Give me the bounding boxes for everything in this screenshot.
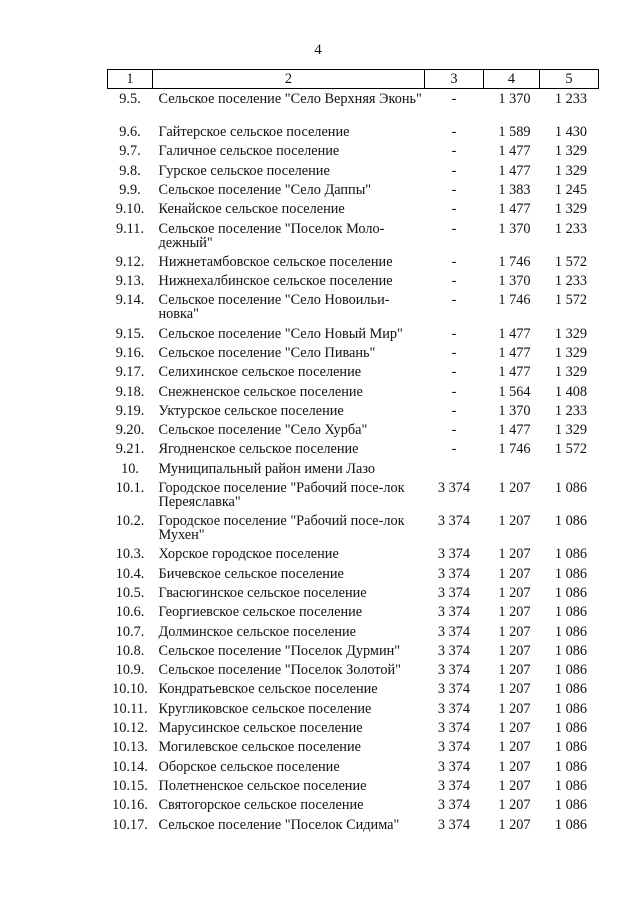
value-col-5: 1 086 [554,513,588,530]
header-col-5: 5 [540,70,599,89]
row-number: 9.18. [115,383,145,400]
row-number: 10.6. [115,604,145,621]
value-col-3: - [451,143,457,160]
header-col-4: 4 [484,70,540,89]
value-col-4: 1 370 [498,91,531,107]
value-col-4: 1 207 [498,797,531,814]
value-col-3: 3 374 [437,662,471,679]
table-row [108,420,599,439]
value-col-4: 1 207 [498,480,531,497]
table-row [108,815,599,834]
settlement-name: Долминское сельское поселение [158,623,356,640]
row-number: 10.12. [112,720,148,737]
row-number: 9.7. [119,143,141,160]
value-col-4: 1 370 [498,402,531,419]
row-number: 9.5. [119,91,141,107]
row-number: 10.5. [115,584,145,601]
value-col-3: - [451,383,457,400]
table-row [108,622,599,641]
value-col-3: - [451,201,457,218]
value-col-4: 1 564 [498,383,531,400]
row-number: 9.17. [115,364,145,381]
settlement-name: Оборское сельское поселение [158,758,340,775]
value-col-3: - [451,182,457,199]
settlement-name: Хорское городское поселение [158,546,339,563]
value-col-5: 1 233 [554,91,588,107]
row-number: 10.15. [112,777,148,794]
value-col-3: - [451,344,457,361]
value-col-5: 1 572 [554,253,588,270]
value-col-3: 3 374 [437,739,471,756]
row-number: 9.20. [115,422,145,439]
table-row [108,382,599,401]
value-col-3: - [451,364,457,381]
value-col-3: 3 374 [437,700,471,717]
value-col-5: 1 086 [554,662,588,679]
value-col-5: 1 329 [554,422,588,439]
value-col-5: 1 329 [554,325,588,342]
value-col-3: 3 374 [437,816,471,833]
value-col-5: 1 086 [554,604,588,621]
table-row [108,439,599,458]
table-row [108,290,599,323]
value-col-3: 3 374 [437,513,471,530]
row-number: 10. [121,460,139,477]
table-row [108,511,599,544]
header-col-1: 1 [108,70,153,89]
value-col-5: 1 245 [554,182,588,199]
row-number: 9.13. [115,273,145,290]
settlement-name: Снежненское сельское поселение [158,383,363,400]
settlement-name: Марусинское сельское поселение [158,720,363,737]
row-number: 9.11. [115,220,145,237]
value-col-4: 1 370 [498,273,531,290]
table-row [108,324,599,343]
settlement-name: Ягодненское сельское поселение [158,441,359,458]
settlement-name: Кондратьевское сельское поселение [158,681,378,698]
row-number: 9.19. [115,402,145,419]
row-number: 10.3. [115,546,145,563]
settlement-name: Гайтерское сельское поселение [158,124,350,141]
value-col-3: - [451,273,457,290]
settlement-name: Селихинское сельское поселение [158,364,362,381]
value-col-5: 1 086 [554,758,588,775]
table-row [108,343,599,362]
value-col-5: 1 086 [554,681,588,698]
value-col-4: 1 477 [498,162,531,179]
row-number: 9.21. [115,441,145,458]
row-number: 9.14. [115,292,145,309]
value-col-4: 1 207 [498,565,531,582]
page-number: 4 [314,42,322,58]
table-row [108,660,599,679]
value-col-4: 1 746 [498,253,531,270]
value-col-4: 1 477 [498,143,531,160]
row-number: 9.16. [115,344,145,361]
value-col-3: 3 374 [437,480,471,497]
table-body [108,89,599,834]
table-row [108,564,599,583]
row-number: 10.2. [115,513,145,530]
table-row [108,161,599,180]
value-col-4: 1 207 [498,720,531,737]
row-number: 9.15. [115,325,145,342]
value-col-4 [484,459,540,478]
settlements-table [107,69,599,834]
row-number: 10.11. [112,700,148,717]
row-number: 10.1. [115,480,145,497]
value-col-5 [540,459,599,478]
settlement-name: Сельское поселение "Село Новый Мир" [158,325,403,342]
settlement-name: Сельское поселение "Поселок Золотой" [158,662,401,679]
value-col-5: 1 086 [554,623,588,640]
row-number: 10.17. [112,816,148,833]
value-col-4: 1 370 [498,220,531,237]
settlement-name: Уктурское сельское поселение [158,402,344,419]
settlement-name: Городское поселение "Рабочий посе-лок Мухен" [158,513,405,544]
value-col-3: - [451,402,457,419]
value-col-5: 1 086 [554,480,588,497]
row-number: 10.16. [112,797,148,814]
value-col-4: 1 207 [498,700,531,717]
value-col-3: 3 374 [437,642,471,659]
header-col-3: 3 [425,70,484,89]
value-col-3: 3 374 [437,604,471,621]
table-row [108,776,599,795]
settlement-name: Сельское поселение "Поселок Сидима" [158,816,400,833]
value-col-5: 1 086 [554,584,588,601]
row-number: 9.10. [115,201,145,218]
value-col-3: - [451,422,457,439]
value-col-5: 1 430 [554,124,588,141]
row-number: 9.12. [115,253,145,270]
value-col-4: 1 207 [498,777,531,794]
value-col-4: 1 207 [498,584,531,601]
value-col-3: 3 374 [437,681,471,698]
value-col-5: 1 329 [554,201,588,218]
value-col-4: 1 746 [498,441,531,458]
table-row [108,122,599,141]
value-col-5: 1 086 [554,797,588,814]
value-col-3: - [451,325,457,342]
value-col-3: 3 374 [437,797,471,814]
table-row [108,679,599,698]
value-col-5: 1 572 [554,292,588,309]
table-row [108,544,599,563]
value-col-4: 1 383 [498,182,531,199]
value-col-4: 1 207 [498,758,531,775]
value-col-4: 1 207 [498,816,531,833]
table-row [108,252,599,271]
settlement-name: Бичевское сельское поселение [158,565,344,582]
table-row [108,478,599,511]
table-header-row [108,70,599,89]
value-col-3: - [451,124,457,141]
table-row [108,271,599,290]
table-row [108,219,599,252]
settlement-name: Сельское поселение "Село Новоильи-новка" [158,292,390,323]
table-row [108,641,599,660]
settlement-name: Сельское поселение "Село Пивань" [158,344,376,361]
table-row [108,583,599,602]
value-col-5: 1 329 [554,364,588,381]
value-col-4: 1 207 [498,642,531,659]
value-col-5: 1 572 [554,441,588,458]
table-row [108,199,599,218]
value-col-3: 3 374 [437,565,471,582]
row-number: 9.9. [119,182,141,199]
settlement-name: Сельское поселение "Поселок Моло-дежный" [158,220,385,251]
value-col-5: 1 233 [554,402,588,419]
value-col-5: 1 329 [554,162,588,179]
value-col-5: 1 086 [554,700,588,717]
table-row [108,602,599,621]
table-row [108,795,599,814]
row-number: 9.8. [119,162,141,179]
header-col-2: 2 [153,70,425,89]
settlement-name: Сельское поселение "Село Верхняя Эконь" [158,91,422,107]
value-col-4: 1 207 [498,623,531,640]
settlement-name: Святогорское сельское поселение [158,797,364,814]
table-row [108,401,599,420]
value-col-5: 1 233 [554,273,588,290]
value-col-3: - [451,253,457,270]
value-col-4: 1 207 [498,662,531,679]
settlement-name: Кругликовское сельское поселение [158,700,372,717]
table-row [108,362,599,381]
table-row [108,459,599,478]
row-number: 10.13. [112,739,148,756]
value-col-4: 1 746 [498,292,531,309]
table-row [108,141,599,160]
value-col-5: 1 233 [554,220,588,237]
row-number: 10.8. [115,642,145,659]
settlement-name: Нижнетамбовское сельское поселение [158,253,393,270]
table-row [108,737,599,756]
value-col-4: 1 207 [498,513,531,530]
settlement-name: Сельское поселение "Село Хурба" [158,422,368,439]
value-col-3: - [451,162,457,179]
settlement-name: Городское поселение "Рабочий посе-лок Переяславка" [158,480,405,511]
settlement-name: Гурское сельское поселение [158,162,330,179]
value-col-4: 1 477 [498,364,531,381]
value-col-5: 1 086 [554,777,588,794]
settlement-name: Сельское поселение "Село Даппы" [158,182,372,199]
row-number: 10.4. [115,565,145,582]
value-col-3: - [451,292,457,309]
value-col-4: 1 207 [498,739,531,756]
settlement-name: Георгиевское сельское поселение [158,604,363,621]
value-col-4: 1 207 [498,681,531,698]
settlement-name: Полетненское сельское поселение [158,777,367,794]
row-number: 10.7. [115,623,145,640]
value-col-4: 1 477 [498,422,531,439]
row-number: 10.9. [115,662,145,679]
settlement-name: Галичное сельское поселение [158,143,340,160]
value-col-5: 1 329 [554,344,588,361]
value-col-4: 1 207 [498,604,531,621]
value-col-5: 1 086 [554,720,588,737]
value-col-4: 1 589 [498,124,531,141]
value-col-5: 1 408 [554,383,588,400]
table-row [108,718,599,737]
row-number: 10.14. [112,758,148,775]
table-row [108,757,599,776]
value-col-3: 3 374 [437,546,471,563]
row-number: 9.6. [119,124,141,141]
value-col-5: 1 086 [554,739,588,756]
value-col-3: 3 374 [437,777,471,794]
value-col-4: 1 477 [498,344,531,361]
value-col-5: 1 086 [554,565,588,582]
settlement-name: Могилевское сельское поселение [158,739,361,756]
table-row [108,180,599,199]
value-col-4: 1 477 [498,201,531,218]
value-col-4: 1 207 [498,546,531,563]
value-col-4: 1 477 [498,325,531,342]
value-col-3: 3 374 [437,584,471,601]
value-col-3 [425,459,484,478]
value-col-5: 1 086 [554,546,588,563]
value-col-3: - [451,91,457,107]
settlement-name: Муниципальный район имени Лазо [158,460,376,477]
value-col-3: 3 374 [437,623,471,640]
settlement-name: Нижнехалбинское сельское поселение [158,273,393,290]
value-col-3: - [451,220,457,237]
value-col-5: 1 086 [554,642,588,659]
value-col-3: - [451,441,457,458]
value-col-3: 3 374 [437,720,471,737]
table-row [108,89,599,123]
settlement-name: Сельское поселение "Поселок Дурмин" [158,642,401,659]
value-col-3: 3 374 [437,758,471,775]
settlement-name: Кенайское сельское поселение [158,201,345,218]
value-col-5: 1 086 [554,816,588,833]
settlement-name: Гвасюгинское сельское поселение [158,584,367,601]
row-number: 10.10. [112,681,148,698]
table-row [108,699,599,718]
value-col-5: 1 329 [554,143,588,160]
